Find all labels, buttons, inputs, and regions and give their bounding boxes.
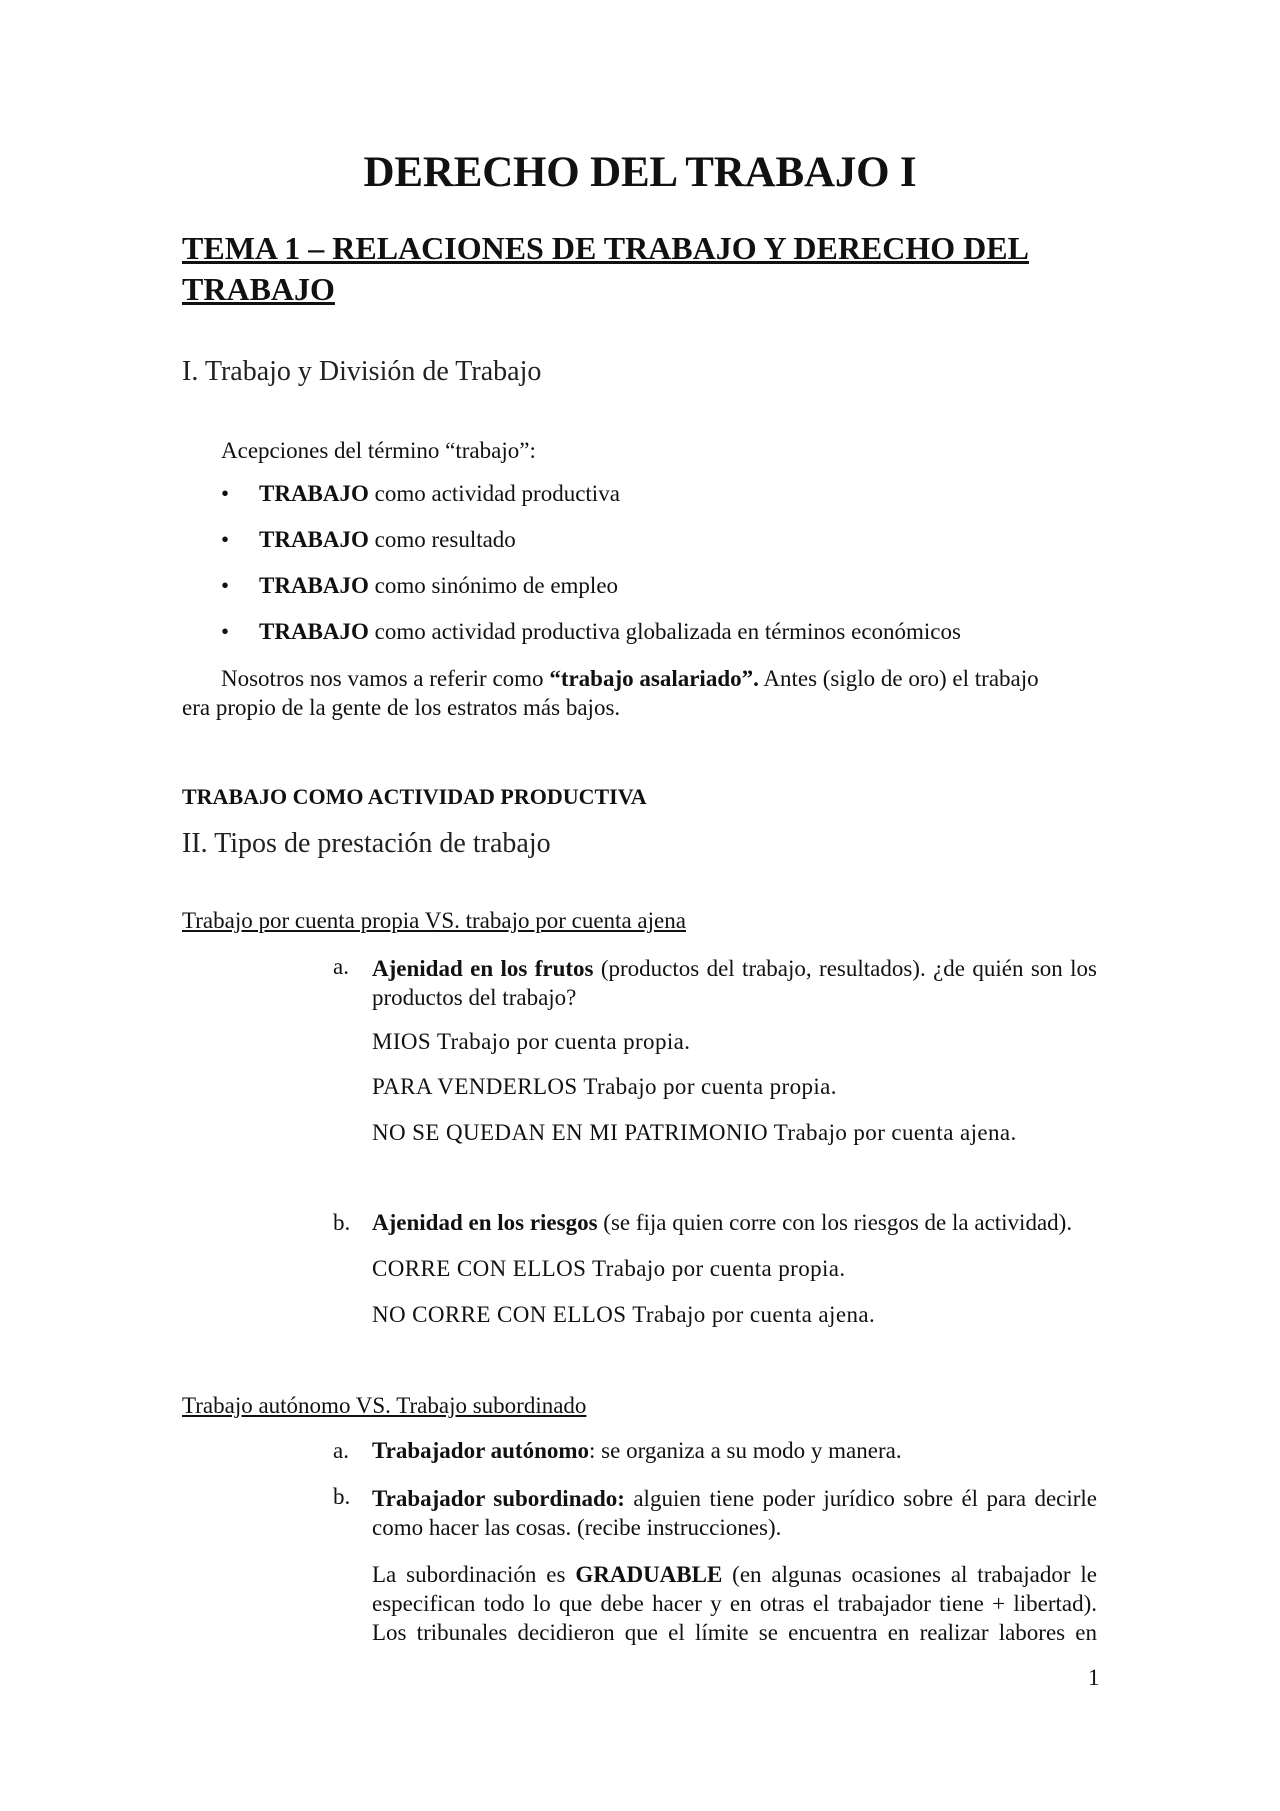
subsection-title: Trabajo autónomo VS. Trabajo subordinado [182,1393,587,1418]
sub-line [372,1029,690,1055]
list-item-bold: Trabajador subordinado: [372,1486,625,1511]
bullet-dot: • [221,619,230,644]
bullet-item [221,573,1121,603]
bullet-bold: TRABAJO [259,481,369,506]
subsection-title: Trabajo por cuenta propia VS. trabajo por cuenta ajena [182,908,686,933]
sub-line-text: Trabajo por cuenta propia. [586,1256,846,1281]
bullet-dot: • [221,527,230,552]
document-title: DERECHO DEL TRABAJO I [363,149,917,196]
bullet-text: como resultado [368,527,516,552]
list-marker: b. [333,1210,351,1235]
list-item-text [372,1210,1072,1236]
sub-line-text: Trabajo por cuenta ajena. [768,1120,1017,1145]
caps-heading: TRABAJO COMO ACTIVIDAD PRODUCTIVA [182,784,647,809]
list-marker: a. [333,954,349,979]
bullet-bold: TRABAJO [259,619,369,644]
list-item-bold: Ajenidad en los riesgos [372,1210,598,1235]
list-item-rest: alguien tiene poder jurídico sobre él para decirle como hacer las cosas. (recibe instrucciones). [372,1486,1098,1540]
list-item-text [372,1438,902,1464]
sub-line [372,1302,875,1328]
bullet-text: como actividad productiva globalizada en términos económicos [368,619,961,644]
bullet-item [221,619,1121,649]
bullet-bold: TRABAJO [259,573,369,598]
bullet-item [221,481,1121,511]
page-number: 1 [1088,1665,1100,1690]
section1-intro: Acepciones del término “trabajo”: [221,438,536,463]
sub-line-text: Trabajo por cuenta propia. [431,1029,691,1054]
list-item-rest: (se fija quien corre con los riesgos de la actividad). [597,1210,1073,1235]
bullet-bold: TRABAJO [259,527,369,552]
paragraph-text: La subordinación es [372,1562,576,1587]
sub-line [372,1120,1017,1146]
paragraph-text: Nosotros nos vamos a referir como [221,666,550,691]
bullet-text: como sinónimo de empleo [368,573,619,598]
list-marker: b. [333,1484,351,1509]
tema-heading: TEMA 1 – RELACIONES DE TRABAJO Y DERECHO DEL TRABAJO [182,230,1029,307]
sub-line-caps: NO SE QUEDAN EN MI PATRIMONIO [372,1120,769,1145]
section1-heading: I. Trabajo y División de Trabajo [182,356,542,387]
sub-line-caps: PARA VENDERLOS [372,1074,578,1099]
list-item-rest: : se organiza a su modo y manera. [589,1438,902,1463]
sub-line [372,1074,837,1100]
list-item-bold: Ajenidad en los frutos [372,956,594,981]
sub-line [372,1256,846,1282]
sub-line-caps: NO CORRE CON ELLOS [372,1302,627,1327]
list-item-text [372,1484,1097,1542]
paragraph-line [221,664,1039,693]
paragraph-text: (en algunas ocasiones al trabajador le especifican todo lo que debe hacer y en otras el trabajador tiene + libertad). Los tribunales decidieron que el límite se encuentra en realizar labores en [372,1562,1097,1645]
bullet-item [221,527,1121,557]
paragraph-text: Antes (siglo de oro) el trabajo [758,666,1039,691]
list-item-bold: Trabajador autónomo [372,1438,590,1463]
sub-line-text: Trabajo por cuenta propia. [577,1074,837,1099]
paragraph-bold: GRADUABLE [575,1562,723,1587]
paragraph-bold: “trabajo asalariado”. [549,666,759,691]
bullet-dot: • [221,573,230,598]
sub-line-caps: MIOS [372,1029,432,1054]
sub-line-caps: CORRE CON ELLOS [372,1256,587,1281]
paragraph-line: era propio de la gente de los estratos más bajos. [182,695,621,720]
graduable-paragraph [372,1560,1097,1647]
list-item-rest: (productos del trabajo, resultados). ¿de quién son los productos del trabajo? [372,956,1097,1010]
section2-heading: II. Tipos de prestación de trabajo [182,828,551,859]
bullet-dot: • [221,481,230,506]
list-marker: a. [333,1438,349,1463]
list-item-text [372,954,1097,1012]
sub-line-text: Trabajo por cuenta ajena. [626,1302,876,1327]
bullet-text: como actividad productiva [368,481,620,506]
